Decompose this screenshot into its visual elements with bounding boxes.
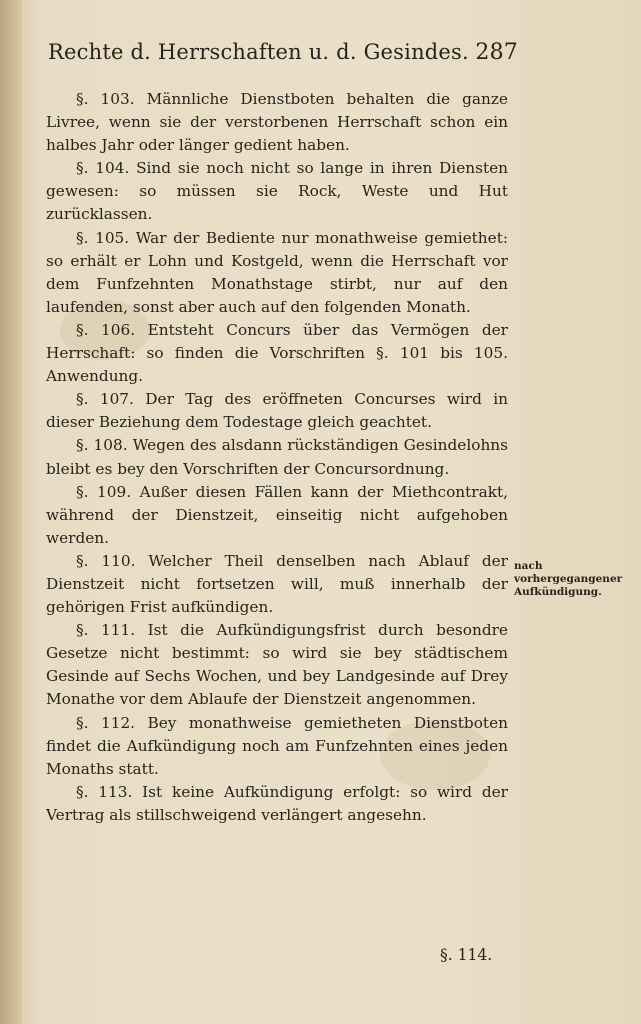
running-header [48, 40, 518, 80]
section-number: §. 110. [76, 551, 136, 570]
section-text: Der Tag des eröffneten Concurses wird in dieser Beziehung dem Todestage gleich geachtet. [46, 390, 508, 432]
page-number: 287 [475, 40, 518, 65]
paragraph-112 [46, 712, 508, 781]
paragraph-103 [46, 88, 508, 157]
section-text: Bey monathweise gemietheten Dienstboten findet die Aufkündigung noch am Funfzehnten eines jeden Monaths statt. [46, 713, 508, 778]
section-text: Entsteht Concurs über das Vermögen der Herrschaft: so finden die Vorschriften §. 101 bis 105. Anwendung. [46, 320, 508, 386]
page-spine-shadow [0, 0, 22, 1024]
section-text: Ist keine Aufkündigung erfolgt: so wird der Vertrag als stillschweigend verlängert angesehn. [46, 782, 508, 824]
section-text: Außer diesen Fällen kann der Miethcontrakt, während der Dienstzeit, einseitig nicht aufgehoben werden. [46, 482, 508, 547]
paragraph-109 [46, 481, 508, 550]
paragraph-110 [46, 550, 508, 619]
section-text: Sind sie noch nicht so lange in ihren Diensten gewesen: so müssen sie Rock, Weste und Hut zurücklassen. [46, 159, 508, 224]
margin-note: nach vorhergegangener Aufkündigung. [514, 560, 623, 598]
paragraph-107 [46, 388, 508, 434]
section-number: §. 104. [76, 159, 130, 178]
catchword: §. 114. [440, 946, 493, 964]
section-number: §. 109. [76, 482, 132, 501]
section-text: Welcher Theil denselben nach Ablauf der Dienstzeit nicht fortsetzen will, muß innerhalb der gehörigen Frist aufkündigen. [46, 551, 508, 617]
section-text: Männliche Dienstboten behalten die ganze Livree, wenn sie der verstorbenen Herrschaft schon ein halbes Jahr oder länger gedient haben. [46, 90, 508, 155]
page-body [46, 88, 508, 827]
section-number: §. 107. [76, 390, 134, 409]
section-text: Ist die Aufkündigungsfrist durch besondre Gesetze nicht bestimmt: so wird sie bey städtischem Gesinde auf Sechs Wochen, und bey Landgesinde auf Drey Monathe vor dem Ablaufe der Dienstzeit angenommen. [46, 621, 508, 709]
paragraph-111 [46, 619, 508, 711]
section-number: §. 103. [76, 90, 135, 108]
section-text: Wegen des alsdann rückständigen Gesindelohns bleibt es bey den Vorschriften der Concursordnung. [46, 436, 508, 478]
paragraph-105 [46, 227, 508, 319]
section-number: §. 111. [76, 621, 136, 640]
section-number: §. 113. [76, 782, 133, 801]
section-number: §. 105. [76, 228, 130, 247]
section-text: War der Bediente nur monathweise gemiethet: so erhält er Lohn und Kostgeld, wenn die Herrschaft vor dem Funfzehnten Monathstage stirbt, nur auf den laufenden, sonst aber auch auf den folgenden Monath. [46, 228, 508, 316]
section-number: §. 112. [76, 713, 136, 732]
section-number: §. 106. [76, 320, 136, 339]
paragraph-106 [46, 319, 508, 388]
paragraph-108 [46, 434, 508, 480]
section-number: §. 108. [76, 436, 128, 455]
paragraph-113 [46, 781, 508, 827]
running-title: Rechte d. Herrschaften u. d. Gesindes. [48, 40, 469, 64]
paragraph-104 [46, 157, 508, 226]
